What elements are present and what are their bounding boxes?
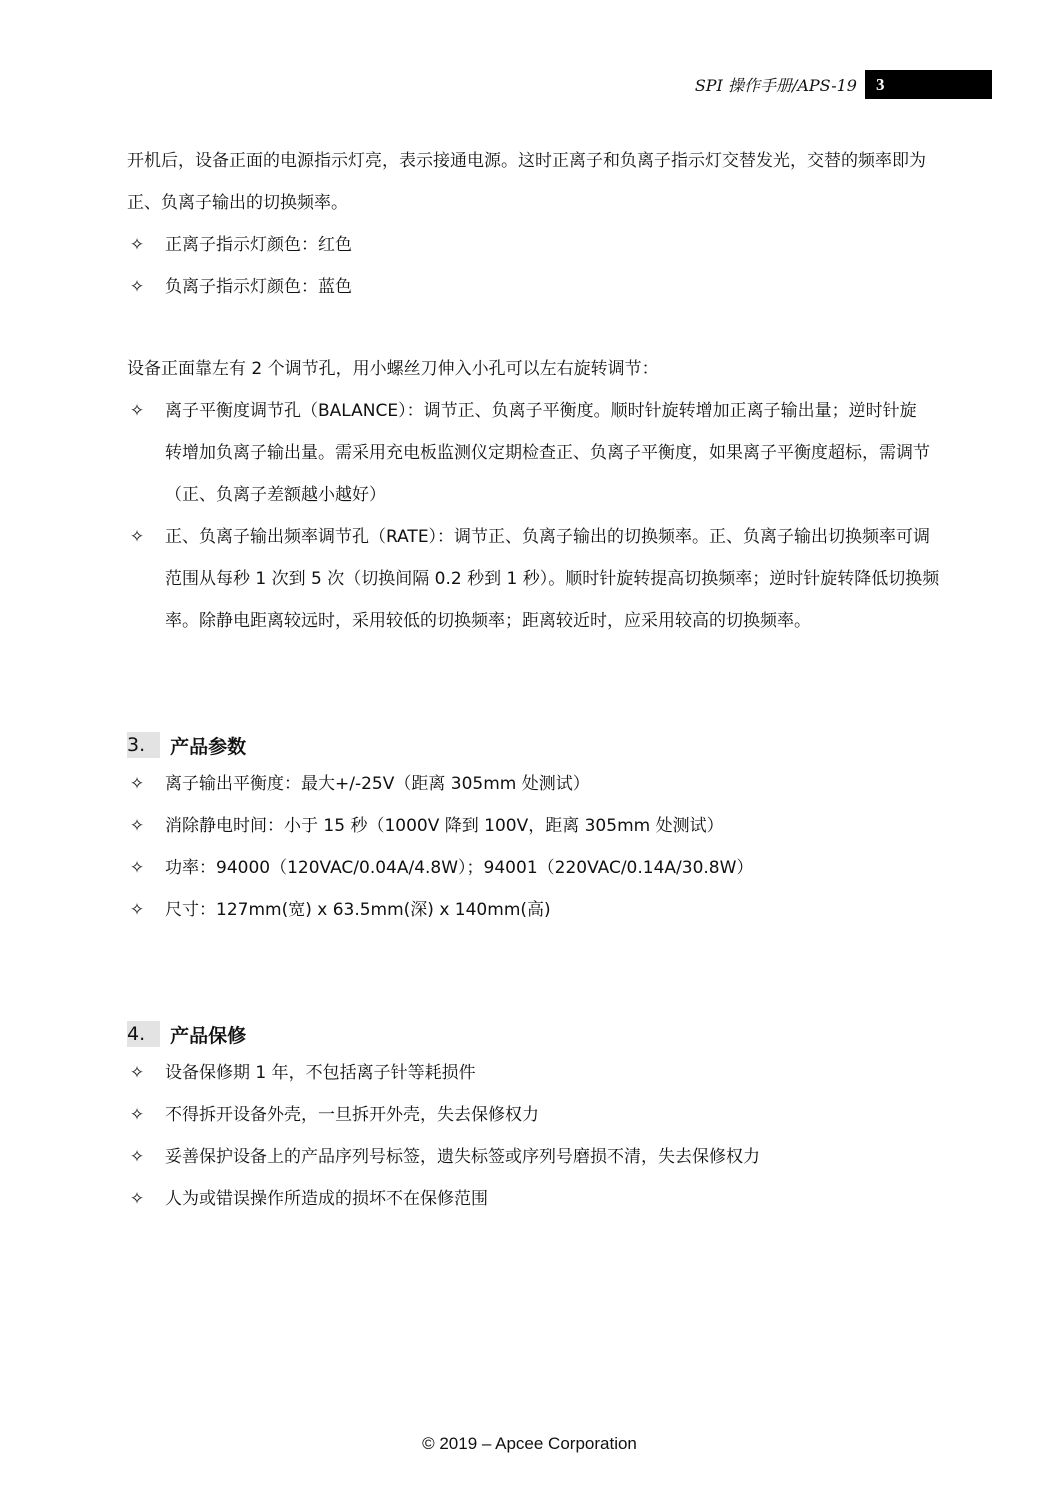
diamond-bullet-icon: ✧	[129, 401, 145, 421]
diamond-bullet-icon: ✧	[129, 527, 145, 547]
diamond-bullet-icon: ✧	[129, 1147, 145, 1167]
list-item: ✧ 消除静电时间：小于 15 秒（1000V 降到 100V，距离 305mm 处测试）	[127, 805, 1002, 847]
list-item: ✧ 不得拆开设备外壳，一旦拆开外壳，失去保修权力	[127, 1094, 1002, 1136]
section-title: 产品保修	[170, 1024, 247, 1047]
intro-paragraph	[127, 140, 1002, 224]
section-title: 产品参数	[170, 735, 247, 758]
adjust-list	[127, 390, 1002, 642]
list-item: ✧ 离子平衡度调节孔（BALANCE）：调节正、负离子平衡度。顺时针旋转增加正离子输出量；逆时针旋 转增加负离子输出量。需采用充电板监测仪定期检查正、负离子平衡度，如果离子平衡度超标，需调节 （正、负离子差额越小越好）	[127, 390, 1002, 516]
list-item: ✧ 负离子指示灯颜色：蓝色	[127, 266, 1002, 308]
diamond-bullet-icon: ✧	[129, 774, 145, 794]
spec-list	[127, 763, 1002, 931]
list-item: ✧ 人为或错误操作所造成的损坏不在保修范围	[127, 1178, 1002, 1220]
copyright-text: © 2019 – Apcee Corporation	[422, 1434, 637, 1453]
diamond-bullet-icon: ✧	[129, 1105, 145, 1125]
list-item: ✧ 正、负离子输出频率调节孔（RATE）：调节正、负离子输出的切换频率。正、负离子输出切换频率可调 范围从每秒 1 次到 5 次（切换间隔 0.2 秒到 1 秒）。顺时针旋转提高切换频率；逆时针旋转降低切换频 率。除静电距离较远时，采用较低的切换频率；距离较近时，应采用较高的切换频率。	[127, 516, 1002, 642]
page-footer	[0, 1434, 1059, 1454]
diamond-bullet-icon: ✧	[129, 858, 145, 878]
section-heading	[127, 1016, 1002, 1052]
adjust-lead: 设备正面靠左有 2 个调节孔，用小螺丝刀伸入小孔可以左右旋转调节：	[127, 359, 659, 379]
diamond-bullet-icon: ✧	[129, 1063, 145, 1083]
list-item: ✧ 设备保修期 1 年，不包括离子针等耗损件	[127, 1052, 1002, 1094]
diamond-bullet-icon: ✧	[129, 277, 145, 297]
list-item: ✧ 离子输出平衡度：最大+/-25V（距离 305mm 处测试）	[127, 763, 1002, 805]
warranty-list	[127, 1052, 1002, 1220]
list-item: ✧ 尺寸：127mm(宽) x 63.5mm(深) x 140mm(高)	[127, 889, 1002, 931]
diamond-bullet-icon: ✧	[129, 816, 145, 836]
intro-line: 正、负离子输出的切换频率。	[127, 193, 348, 213]
list-item: ✧ 功率：94000（120VAC/0.04A/4.8W）；94001（220VAC/0.14A/30.8W）	[127, 847, 1002, 889]
list-item: ✧ 正离子指示灯颜色：红色	[127, 224, 1002, 266]
diamond-bullet-icon: ✧	[129, 900, 145, 920]
section-number: 4.	[127, 1021, 160, 1047]
diamond-bullet-icon: ✧	[129, 1189, 145, 1209]
intro-line: 开机后，设备正面的电源指示灯亮，表示接通电源。这时正离子和负离子指示灯交替发光，交替的频率即为	[127, 151, 926, 171]
list-item: ✧ 妥善保护设备上的产品序列号标签，遗失标签或序列号磨损不清，失去保修权力	[127, 1136, 1002, 1178]
page-header	[600, 70, 992, 99]
diamond-bullet-icon: ✧	[129, 235, 145, 255]
page-content	[127, 140, 1002, 1220]
indicator-list	[127, 224, 1002, 308]
manual-title: SPI 操作手册/APS-19	[694, 76, 857, 95]
section-heading	[127, 727, 1002, 763]
page-number: 3	[865, 70, 992, 99]
section-number: 3.	[127, 732, 160, 758]
